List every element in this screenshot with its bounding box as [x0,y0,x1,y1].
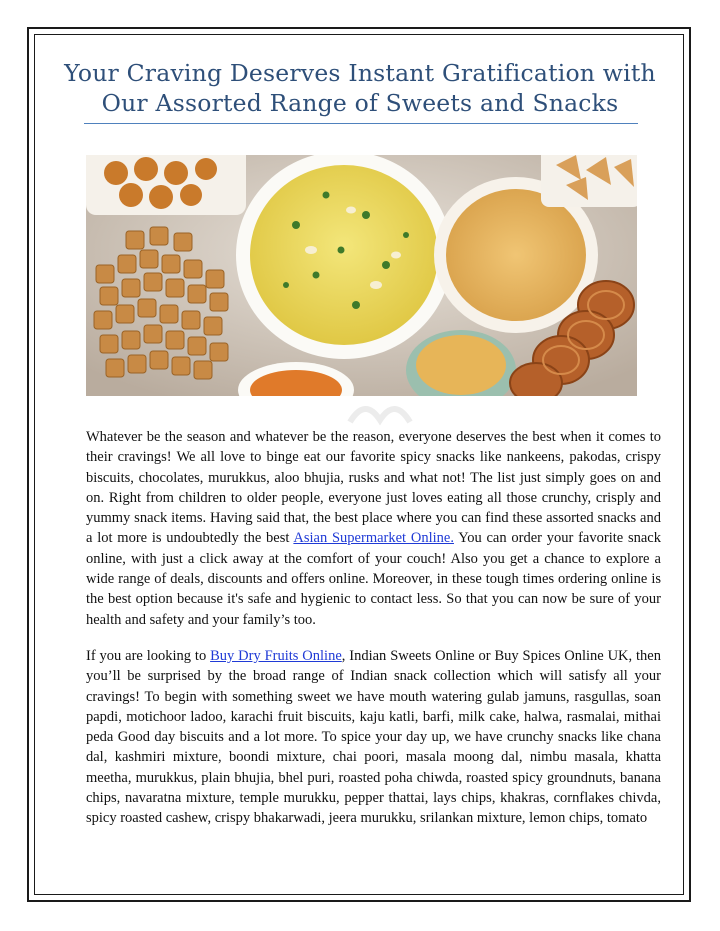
paragraph-2-text-b: , Indian Sweets Online or Buy Spices Online UK, then you’ll be surprised by the broad range of Indian snack collection which will satisfy all your cravings! To begin with something sweet we have mouth watering gulab jamuns, rasgullas, soan papdi, motichoor ladoo, karachi fruit biscuits, kaju katli, barfi, milk cake, halwa, rasmalai, mithai peda Good day biscuits and a lot more. To spice your day up, we have crunchy snacks like chana dal, kashmiri mixture, boondi mixture, chai poori, masala moong dal, nimbu masala, khatta meetha, murukkus, plain bhujia, bhel puri, roasted poha chiwda, roasted spicy groundnuts, banana chips, navaratna mixture, temple murukku, pepper thattai, lays chips, khakras, cornflakes chivda, spicy roasted cashew, crispy bhakarwadi, jeera murukku, srilankan mixture, lemon chips, tomato [86,648,661,827]
buy-dry-fruits-link[interactable]: Buy Dry Fruits Online [210,648,342,664]
paragraph-1-text-a: Whatever be the season and whatever be the reason, everyone deserves the best when it comes to their cravings! We all love to binge eat our favorite spicy snacks like nankeens, pakodas, crispy biscuits, chocolates, murukkus, aloo bhujia, rusks and what not! The list just simply goes on and on. Right from children to older people, everyone just loves eating all those crunchy, crisply and yummy snack items. Having said that, the best place where you can find these assorted snacks and a lot more is undoubtedly the best [86,429,661,547]
document-title [60,58,660,118]
title-line-2: Our Assorted Range of Sweets and Snacks [101,89,619,117]
paragraph-1 [86,427,661,630]
faint-watermark [340,392,420,432]
paragraph-2 [86,646,661,829]
title-line-1: Your Craving Deserves Instant Gratification with [64,59,656,87]
title-underline [84,123,638,124]
snacks-illustration [86,155,637,396]
hero-snacks-image [86,155,637,396]
asian-supermarket-link[interactable]: Asian Supermarket Online. [293,530,454,547]
paragraph-2-text-a: If you are looking to [86,648,211,664]
paragraph-1-text-b: You can order your favorite snack online, with just a click away at the comfort of your couch! Also you get a chance to explore a wide range of deals, discounts and offers online. Moreover, in these tough times ordering online is the best option because it's safe and hygienic to contact less. So that you can now be sure of your health and safety and your family’s too. [86,530,661,628]
